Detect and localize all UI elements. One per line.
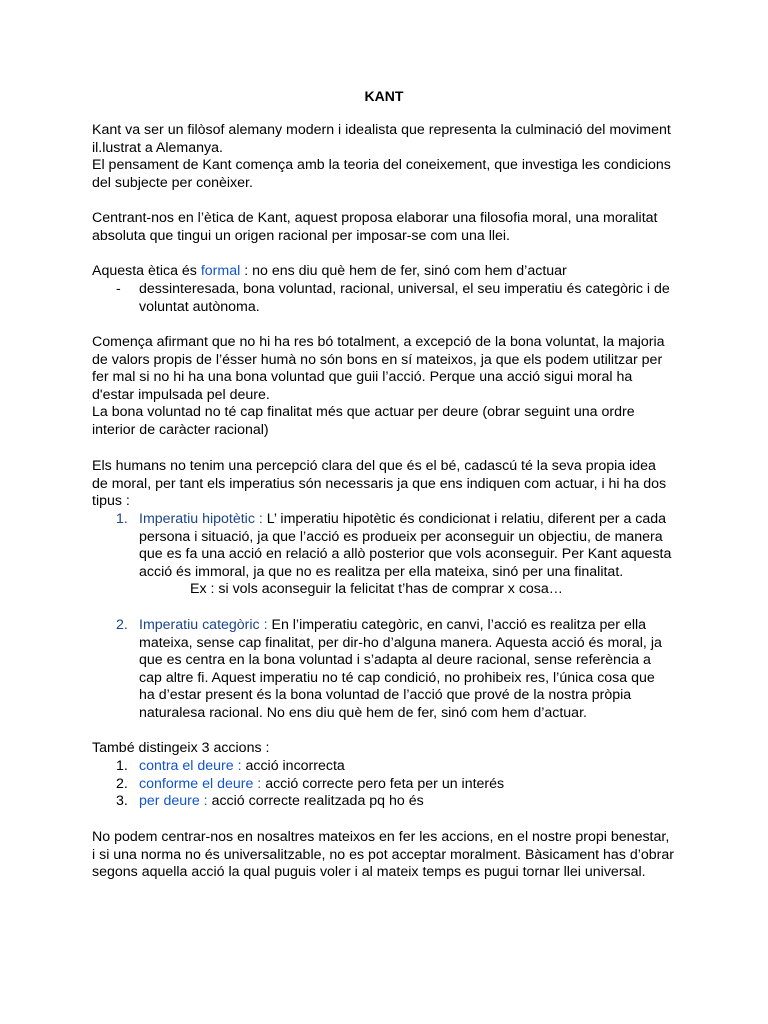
text-span: acció correcte pero feta per un interés <box>261 776 505 792</box>
text-span: : no ens diu què hem de fer, sinó com hem d’actuar <box>240 263 567 279</box>
text-line: dessinteresada, bona voluntad, racional, universal, el seu imperatiu és categòric i de <box>139 281 670 297</box>
text-line: La bona voluntad no té cap finalitat més que actuar per deure (obrar seguint una ordre <box>92 404 635 420</box>
bullet-marker: - <box>116 281 121 297</box>
text-line: absoluta que tingui un origen racional per imposar-se com una llei. <box>92 227 510 244</box>
text-line: Els humans no tenim una percepció clara del que és el bé, cadascú té la seva propia idea <box>92 458 656 474</box>
text-line: fer mal si no hi ha una bona voluntad que guii l’acció. Perque una acció sigui moral ha <box>92 369 633 385</box>
paragraph-intro <box>92 122 692 192</box>
highlight-term: formal <box>200 263 241 279</box>
paragraph-conclusio <box>92 829 692 882</box>
list-number: 1. <box>116 511 128 527</box>
text-line: il.lustrat a Alemanya. <box>92 139 223 156</box>
highlight-term: Imperatiu categòric : <box>139 617 268 633</box>
text-span: En l’imperatiu categòric, en canvi, l’acció es realitza per ella <box>267 617 647 633</box>
text-line <box>139 617 699 635</box>
highlight-term: per deure : <box>139 793 208 809</box>
text-span: acció incorrecta <box>241 758 345 774</box>
list-number: 1. <box>116 758 128 774</box>
text-line: naturalesa racional. No ens diu què hem de fer, sinó com hem d’actuar. <box>139 704 587 721</box>
highlight-term: Imperatiu hipotètic : <box>139 511 263 527</box>
text-line: Centrant-nos en l’ètica de Kant, aquest proposa elaborar una filosofia moral, una moralitat <box>92 210 658 226</box>
text-line: d'estar impulsada pel deure. <box>92 386 270 403</box>
text-line: No podem centrar-nos en nosaltres mateixos en fer les accions, en el nostre propi benestar, <box>92 829 670 845</box>
text-line: de moral, per tant els imperatius són necessaris ja que ens indiquen com actuar, i hi ha dos <box>92 475 667 492</box>
paragraph-etica <box>92 210 692 245</box>
paragraph-accions <box>92 740 692 758</box>
text-line: de valors propis de l’ésser humà no són bons en sí mateixos, ja que els podem utilitzar per <box>92 351 663 368</box>
highlight-term: conforme el deure : <box>139 776 262 792</box>
text-line: cap altre fi. Aquest imperatiu no té cap condició, no prohibeix res, l’única cosa que <box>139 669 655 686</box>
text-line <box>92 263 692 281</box>
list-number: 2. <box>116 617 128 633</box>
text-line: Comença afirmant que no hi ha res bó totalment, a excepció de la bona voluntat, la majoria <box>92 334 665 350</box>
document-title: KANT <box>364 88 404 104</box>
bullet-item <box>139 281 699 316</box>
text-line: El pensament de Kant comença amb la teoria del coneixement, que investiga les condicions <box>92 157 671 173</box>
text-line <box>139 793 699 811</box>
paragraph-bona-voluntat <box>92 334 692 439</box>
text-span: acció correcte realitzada pq ho és <box>207 793 424 809</box>
text-line: interior de caràcter racional) <box>92 421 269 438</box>
text-span: L’ imperatiu hipotètic és condicionat i relatiu, diferent per a cada <box>262 511 667 527</box>
text-line <box>139 776 699 794</box>
text-line: que es fa una acció en relació a allò posterior que vols aconseguir. Per Kant aquesta <box>139 546 672 562</box>
paragraph-imperatius <box>92 458 692 511</box>
paragraph-formal <box>92 263 692 281</box>
text-line: mateixa, sense cap finalitat, per dir-ho d’alguna manera. Aquesta acció és moral, ja <box>139 634 662 651</box>
list-item-accio <box>139 758 699 776</box>
text-line: i si una norma no és universalitzable, no es pot acceptar moralment. Bàsicament has d’obrar <box>92 846 674 863</box>
text-line: persona i situació, ja que l’acció es produeix per aconseguir un objectiu, de manera <box>139 528 663 545</box>
list-item-accio <box>139 776 699 794</box>
text-span: Aquesta ètica és <box>92 263 201 279</box>
text-line: Kant va ser un filòsof alemany modern i idealista que representa la culminació del moviment <box>92 122 671 138</box>
highlight-term: contra el deure : <box>139 758 242 774</box>
text-line: acció és immoral, ja que no es realitza per ella mateixa, sinó per una finalitat. <box>139 563 624 580</box>
text-line <box>139 511 699 529</box>
list-item-accio <box>139 793 699 811</box>
text-line: tipus : <box>92 493 130 509</box>
list-number: 2. <box>116 776 128 792</box>
example-line: Ex : si vols aconseguir la felicitat t’has de comprar x cosa… <box>190 581 563 597</box>
text-line: ha d’estar present és la bona voluntad de l’acció que prové de la nostra pròpia <box>139 687 632 703</box>
text-line: que es centra en la bona voluntad i s’adapta al deure racional, sense referència a <box>139 652 651 668</box>
list-item-imperatiu-hipotetic <box>139 511 699 599</box>
text-line: segons aquella acció la qual puguis voler i al mateix temps es pugui tornar llei universal. <box>92 864 646 880</box>
text-line: voluntat autònoma. <box>139 298 260 315</box>
text-line: del subjecte per conèixer. <box>92 174 253 191</box>
list-number: 3. <box>116 793 128 809</box>
text-line: També distingeix 3 accions : <box>92 740 270 756</box>
text-line <box>139 758 699 776</box>
list-item-imperatiu-categoric <box>139 617 699 722</box>
